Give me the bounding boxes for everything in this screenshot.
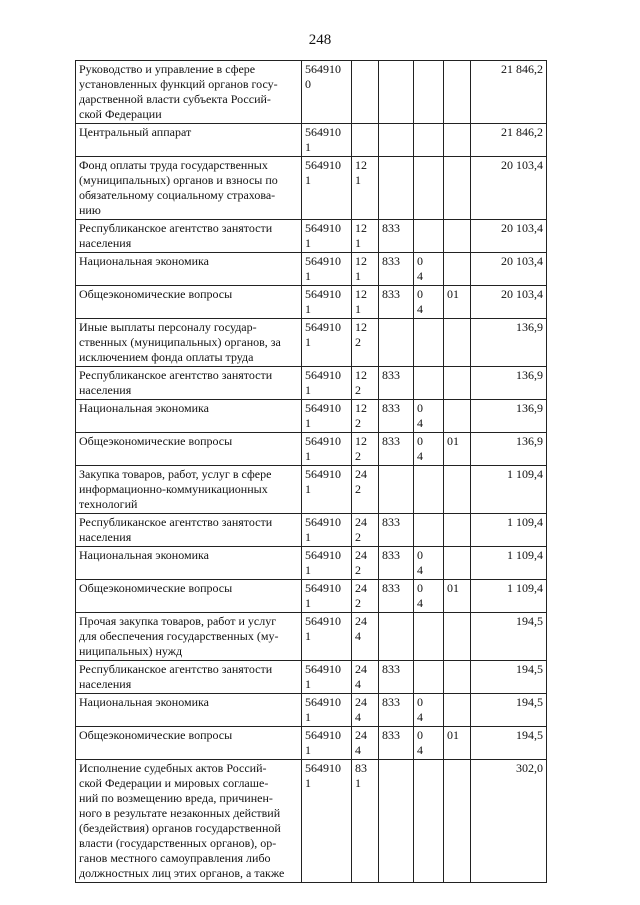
target-article-code-cell: 564910 1 [302,367,352,400]
row-name-cell: Республиканское агентство занятости населения [76,514,302,547]
expense-type-code-cell: 12 1 [352,157,379,220]
row-name-cell: Республиканское агентство занятости населения [76,220,302,253]
section-code-cell: 0 4 [414,400,444,433]
row-name-cell: Закупка товаров, работ, услуг в сфере информационно-коммуникационных технологий [76,466,302,514]
table-row [76,433,547,466]
section-code-cell [414,613,444,661]
table-row [76,727,547,760]
row-name-cell: Фонд оплаты труда государственных (муниципальных) органов и взносы по обязательному социальному страхова- нию [76,157,302,220]
administrator-code-cell: 833 [379,433,414,466]
target-article-code-cell: 564910 1 [302,433,352,466]
amount-cell: 1 109,4 [471,580,547,613]
target-article-code-cell: 564910 1 [302,727,352,760]
row-name-cell: Республиканское агентство занятости населения [76,661,302,694]
amount-cell: 1 109,4 [471,547,547,580]
expense-type-code-cell: 24 2 [352,547,379,580]
expense-type-code-cell: 12 1 [352,286,379,319]
subsection-code-cell: 01 [444,433,471,466]
target-article-code-cell: 564910 1 [302,220,352,253]
administrator-code-cell: 833 [379,286,414,319]
section-code-cell: 0 4 [414,580,444,613]
table-row [76,760,547,883]
target-article-code-cell: 564910 1 [302,400,352,433]
section-code-cell [414,661,444,694]
target-article-code-cell: 564910 1 [302,661,352,694]
amount-cell: 194,5 [471,694,547,727]
section-code-cell [414,61,444,124]
section-code-cell [414,367,444,400]
section-code-cell: 0 4 [414,727,444,760]
table-row [76,157,547,220]
row-name-cell: Национальная экономика [76,253,302,286]
subsection-code-cell [444,124,471,157]
row-name-cell: Национальная экономика [76,694,302,727]
table-row [76,286,547,319]
expense-type-code-cell [352,61,379,124]
section-code-cell [414,760,444,883]
table-row [76,580,547,613]
target-article-code-cell: 564910 1 [302,514,352,547]
row-name-cell: Общеэкономические вопросы [76,580,302,613]
table-row [76,466,547,514]
table-row [76,367,547,400]
table-row [76,61,547,124]
expense-type-code-cell: 12 1 [352,253,379,286]
amount-cell: 194,5 [471,727,547,760]
expense-type-code-cell: 24 2 [352,580,379,613]
section-code-cell: 0 4 [414,433,444,466]
expense-type-code-cell: 24 2 [352,514,379,547]
row-name-cell: Общеэкономические вопросы [76,286,302,319]
administrator-code-cell: 833 [379,220,414,253]
target-article-code-cell: 564910 1 [302,547,352,580]
section-code-cell: 0 4 [414,286,444,319]
subsection-code-cell [444,694,471,727]
target-article-code-cell: 564910 1 [302,124,352,157]
administrator-code-cell [379,760,414,883]
section-code-cell: 0 4 [414,694,444,727]
amount-cell: 20 103,4 [471,220,547,253]
expense-type-code-cell: 12 2 [352,319,379,367]
section-code-cell [414,319,444,367]
amount-cell: 20 103,4 [471,157,547,220]
section-code-cell: 0 4 [414,253,444,286]
amount-cell: 136,9 [471,319,547,367]
subsection-code-cell [444,547,471,580]
subsection-code-cell [444,157,471,220]
table-row [76,661,547,694]
administrator-code-cell: 833 [379,694,414,727]
target-article-code-cell: 564910 1 [302,613,352,661]
expense-type-code-cell [352,124,379,157]
amount-cell: 194,5 [471,661,547,694]
row-name-cell: Общеэкономические вопросы [76,433,302,466]
amount-cell: 21 846,2 [471,61,547,124]
amount-cell: 136,9 [471,367,547,400]
row-name-cell: Центральный аппарат [76,124,302,157]
budget-table-body [76,61,547,883]
target-article-code-cell: 564910 1 [302,157,352,220]
table-row [76,319,547,367]
target-article-code-cell: 564910 1 [302,319,352,367]
subsection-code-cell [444,61,471,124]
administrator-code-cell [379,124,414,157]
table-row [76,400,547,433]
row-name-cell: Прочая закупка товаров, работ и услуг для обеспечения государственных (му- ниципальных) нужд [76,613,302,661]
expense-type-code-cell: 12 2 [352,367,379,400]
target-article-code-cell: 564910 1 [302,286,352,319]
row-name-cell: Руководство и управление в сфере установленных функций органов госу- дарственной власти субъекта Россий- ской Федерации [76,61,302,124]
table-row [76,514,547,547]
expense-type-code-cell: 12 2 [352,433,379,466]
row-name-cell: Общеэкономические вопросы [76,727,302,760]
administrator-code-cell [379,613,414,661]
subsection-code-cell [444,661,471,694]
section-code-cell [414,220,444,253]
administrator-code-cell [379,157,414,220]
administrator-code-cell [379,466,414,514]
administrator-code-cell: 833 [379,661,414,694]
row-name-cell: Иные выплаты персоналу государ- ственных (муниципальных) органов, за исключением фонда оплаты труда [76,319,302,367]
section-code-cell: 0 4 [414,547,444,580]
subsection-code-cell: 01 [444,286,471,319]
administrator-code-cell: 833 [379,400,414,433]
subsection-code-cell: 01 [444,727,471,760]
amount-cell: 21 846,2 [471,124,547,157]
target-article-code-cell: 564910 0 [302,61,352,124]
subsection-code-cell [444,220,471,253]
administrator-code-cell: 833 [379,514,414,547]
subsection-code-cell [444,319,471,367]
target-article-code-cell: 564910 1 [302,760,352,883]
target-article-code-cell: 564910 1 [302,466,352,514]
administrator-code-cell: 833 [379,727,414,760]
amount-cell: 136,9 [471,433,547,466]
amount-cell: 1 109,4 [471,514,547,547]
expense-type-code-cell: 24 4 [352,613,379,661]
expense-type-code-cell: 24 2 [352,466,379,514]
expense-type-code-cell: 83 1 [352,760,379,883]
administrator-code-cell [379,61,414,124]
target-article-code-cell: 564910 1 [302,694,352,727]
administrator-code-cell [379,319,414,367]
budget-table [75,60,547,883]
table-row [76,694,547,727]
section-code-cell [414,466,444,514]
amount-cell: 136,9 [471,400,547,433]
expense-type-code-cell: 12 1 [352,220,379,253]
subsection-code-cell: 01 [444,580,471,613]
page-number: 248 [308,32,332,48]
target-article-code-cell: 564910 1 [302,580,352,613]
target-article-code-cell: 564910 1 [302,253,352,286]
table-row [76,547,547,580]
row-name-cell: Исполнение судебных актов Россий- ской Федерации и мировых соглаше- ний по возмещению вреда, причинен- ного в результате незаконных действий (бездействия) органов государственной власти (государственных органов), ор- ганов местного самоуправления либо должностных лиц этих органов, а также [76,760,302,883]
administrator-code-cell: 833 [379,547,414,580]
subsection-code-cell [444,466,471,514]
amount-cell: 20 103,4 [471,286,547,319]
row-name-cell: Национальная экономика [76,547,302,580]
row-name-cell: Национальная экономика [76,400,302,433]
expense-type-code-cell: 24 4 [352,661,379,694]
section-code-cell [414,124,444,157]
administrator-code-cell: 833 [379,253,414,286]
table-row [76,253,547,286]
expense-type-code-cell: 24 4 [352,727,379,760]
amount-cell: 20 103,4 [471,253,547,286]
subsection-code-cell [444,400,471,433]
subsection-code-cell [444,367,471,400]
section-code-cell [414,514,444,547]
table-row [76,124,547,157]
subsection-code-cell [444,760,471,883]
section-code-cell [414,157,444,220]
row-name-cell: Республиканское агентство занятости населения [76,367,302,400]
subsection-code-cell [444,253,471,286]
administrator-code-cell: 833 [379,580,414,613]
amount-cell: 194,5 [471,613,547,661]
administrator-code-cell: 833 [379,367,414,400]
expense-type-code-cell: 12 2 [352,400,379,433]
amount-cell: 1 109,4 [471,466,547,514]
subsection-code-cell [444,613,471,661]
amount-cell: 302,0 [471,760,547,883]
table-row [76,613,547,661]
expense-type-code-cell: 24 4 [352,694,379,727]
subsection-code-cell [444,514,471,547]
table-row [76,220,547,253]
